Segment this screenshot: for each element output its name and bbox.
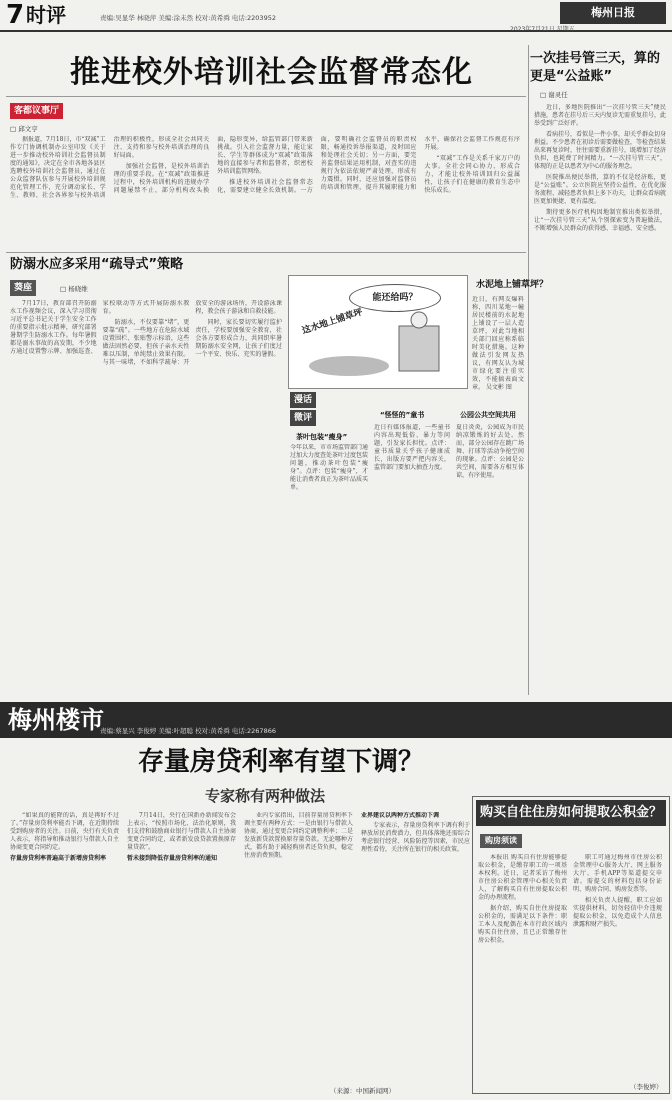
newspaper-logo: 梅州日报: [560, 2, 666, 24]
microcomment-title: “怪怪的”童书: [380, 411, 425, 419]
paragraph: 近日，多地医院推出“一次挂号管三天”便民措施，患者在挂号后三天内复诊无需重复挂号，此举受到广泛好评。: [534, 104, 666, 127]
paragraph: 7月17日，教育部召开防溺水工作视频会议，深入学习贯彻习近平总书记关于学生安全工作的重要指示批示精神，研究部署暑期学生防溺水工作。每年暑假都是溺水事故的高发期，不少地方通过设置警示牌、加强巡查、家校联动等方式开展防溺水教育。: [10, 300, 190, 355]
section-band: [0, 702, 672, 738]
editor-credits: 责编:吴显华 林晓萍 美编:涂未然 校对:黄希舜 电话:2203952: [100, 14, 276, 22]
paragraph: 相关负责人提醒，职工应如实提供材料，切勿轻信中介违规提取公积金，以免造成个人信息泄露和财产损失。: [573, 897, 662, 928]
paragraph: 看病挂号，看似是一件小事，却关乎群众切身利益。不少患者在初诊后需要做检查，等检查结果出来再复诊时，往往需要重新挂号，既增加了经济负担，也耗费了时间精力。“一次挂号管三天”，体现的正是以患者为中心的服务理念。: [534, 131, 666, 170]
paragraph: 职工可通过梅州市住房公积金管理中心服务大厅、网上服务大厅、手机APP等渠道提交申请。需提交的材料包括身份证明、购房合同、购房发票等。: [573, 854, 662, 893]
box-badge: 购房须读: [480, 834, 522, 848]
paragraph: 专家表示，存量房贷利率下调有利于释放居民消费潜力，但具体落地还需综合考虑银行经营、风险防控等因素，市民应理性看待，关注所在银行的相关政策。: [361, 822, 470, 853]
cartoon-caption: 这水地上铺草坪: [300, 307, 365, 337]
cartoon-image: [288, 275, 468, 389]
cartoon-title: 水泥地上铺草坪？: [476, 280, 549, 290]
page-header: [0, 0, 672, 32]
band-credits: 责编:蔡显兴 李俊婷 美编:叶超聪 校对:黄希舜 电话:2267866: [100, 727, 276, 735]
microcomment-title: 茶叶包装“瘦身”: [296, 433, 348, 441]
paragraph: 防溺水，不仅要靠“堵”，更要靠“疏”。一些地方在危险水域设置围栏、张贴警示标语，这些做法固然必要，但孩子亲水天性难以压制，单纯禁止效果有限。与其一味堵，不如科学疏导：开放安全的游泳场所，开设游泳课程，教会孩子游泳和自救技能。: [102, 300, 282, 366]
microcomment-body: 夏日炎炎，公园成为市民纳凉锻炼的好去处。然而，部分公园存在跳广场舞、打球等活动争抢空间的现象。点评：公园是公共空间，需要各方相互体谅，有序使用。: [456, 424, 524, 479]
speech-bubble: 能还给吗？: [349, 284, 441, 312]
side-author: □ 谢灵任: [540, 91, 568, 99]
paragraph: 据介绍，购买自住住房提取公积金的，需满足以下条件：职工本人及配偶在本市行政区域内购买自住住房，且已正常缴存住房公积金。: [478, 905, 567, 944]
column-divider: [528, 45, 529, 695]
subheading: 存量房贷利率普遍高于新增房贷利率: [10, 855, 107, 862]
cartoon-drawing: [289, 276, 467, 388]
microcomment-title: 公园公共空间共用: [460, 411, 516, 419]
column-tag: 葵座: [10, 280, 36, 296]
divider: [6, 252, 526, 253]
paragraph: 同时，家长要切实履行监护责任，学校要加强安全教育，社会各方要形成合力，共同织牢暑期防溺水安全网，让孩子们度过一个平安、快乐、充实的暑假。: [195, 319, 282, 358]
box-title: 购买自住住房如何提取公积金？: [476, 800, 666, 826]
issue-date: 2023年7月21日 星期五: [510, 26, 575, 33]
paragraph: 本报讯 购买自有住房能够提取公积金，是缴存职工的一项基本权利。近日，记者采访了梅州市住房公积金管理中心相关负责人，了解购买自有住房提取公积金的办理流程。: [478, 854, 567, 901]
realestate-body: [10, 812, 470, 1082]
paragraph: “如果真的能降的话，真是再好不过了。”存量房贷利率能否下调，在近期持续受到购房者的关注。日前，央行有关负责人表示，将指导和推动银行与借款人自主协商变更合同约定。: [10, 812, 119, 851]
subheading: 业界建议以两种方式推动下调: [361, 812, 440, 819]
realestate-headline: 存量房贷利率有望下调？: [138, 747, 425, 777]
cartoon-label: 漫话: [290, 392, 316, 408]
microcomment-body: 今年以来，市市场监管部门通过加大力度查处茶叶过度包装问题，推动茶叶包装“瘦身”。点评：包装“瘦身”，才能让消费者真正为茶叶品质买单。: [290, 444, 368, 491]
paragraph: 推进校外培训社会监督常态化，需要建立健全长效机制。一方面，要明确社会监督员的职责权限，畅通投诉举报渠道，及时回应和处理社会关切；另一方面，要完善监督结果运用机制，对查实的违规行为依法依规严肃处理，形成有力震慑。同时，还应加强对监督员的培训和管理，提升其履职能力和水平，确保社会监督工作规范有序开展。: [217, 136, 520, 194]
paragraph: 7月14日，央行在国新办新闻发布会上表示，“按照市场化、法治化原则，我们支持和鼓励商业银行与借款人自主协商变更合同约定，或者新发放贷款置换原存量贷款”。: [127, 812, 236, 851]
paragraph: 业内专家指出，目前存量房贷利率下调主要有两种方式：一是由银行与借款人协商，通过变更合同约定调整利率；二是发放新贷款置换原存量贷款。无论哪种方式，都有助于减轻购房者还贷负担，稳定住房消费预期。: [244, 812, 353, 859]
paragraph: 期待更多医疗机构因地制宜推出类似举措，让“一次挂号管三天”从个别探索变为普遍做法，不断增强人民群众的获得感、幸福感、安全感。: [534, 209, 666, 232]
third-headline: 防溺水应多采用“疏导式”策略: [10, 257, 184, 272]
microcomment-body: 近日有媒体报道，一些童书内容出现低俗、暴力等问题，引发家长担忧。点评：童书质量关乎孩子健康成长，出版方要严把内容关，监管部门要加大抽查力度。: [374, 424, 450, 471]
side-article-body: [534, 104, 666, 694]
box-body: [478, 854, 662, 1080]
side-headline: 一次挂号管三天，算的更是“公益账”: [530, 51, 661, 84]
paragraph: 加强社会监督，是校外培训治理的重要手段。在“双减”政策推进过程中，校外培训机构的违规办学问题屡禁不止，部分机构改头换面，隐形变异，给监管部门带来新挑战。引入社会监督力量，能让家长、学生等群体成为“双减”政策落地的直接参与者和监督者，织密校外培训监管网络。: [113, 136, 313, 194]
lead-headline: 推进校外培训社会监督常态化: [70, 55, 473, 90]
band-title: 梅州楼市: [8, 706, 104, 734]
paragraph: 据报道，7月18日，市“双减”工作专门协调机制办公室印发《关于进一步推动校外培训社会监督员制度的通知》，决定在全市各地各县区选聘校外培训社会监督员，通过在公众监督队伍参与开展校外培训规范化管理工作，充分调动家长、学生、教师、社会各界参与校外培训治理的积极性，形成全社会共同关注、支持和参与校外培训治理的良好局面。: [10, 136, 210, 199]
third-author: □ 杨晓维: [60, 285, 88, 293]
lead-author: □ 邱文亨: [10, 125, 38, 133]
box-author: （李俊婷）: [630, 1083, 663, 1091]
source-note: （来源：中国新闻网）: [330, 1087, 395, 1095]
subheading: 暂未接到降低存量房贷利率的通知: [127, 855, 218, 862]
cartoon-text: 近日，有网友爆料称，四川某地一幢居民楼前的水泥地上铺设了一层人造草坪，对此当地相关部门回应称系临时美化措施。这种做法引发网友热议，有网友认为城市绿化要注重实效，不能搞表面文章。 吴文彬 图: [472, 296, 524, 391]
column-tag: 客都议事厅: [10, 103, 63, 119]
paragraph: 医院推出便民举措，算的不仅是经济账，更是“公益账”。公立医院应坚持公益性，在优化服务流程、减轻患者负担上多下功夫，让群众看病就医更加便捷、更有温度。: [534, 174, 666, 205]
lead-article-body: [10, 136, 520, 248]
divider: [6, 96, 526, 97]
realestate-subhead: 专家称有两种做法: [205, 787, 326, 805]
page-number: 7: [6, 0, 25, 30]
third-article-body: [10, 300, 282, 692]
paragraph: “双减”工作是关系千家万户的大事。全社会同心协力、形成合力，才能让校外培训回归公益属性，让孩子们在健康的教育生态中快乐成长。: [424, 155, 520, 194]
microcomment-label: 微评: [290, 410, 316, 426]
section-title: 时评: [26, 3, 66, 27]
